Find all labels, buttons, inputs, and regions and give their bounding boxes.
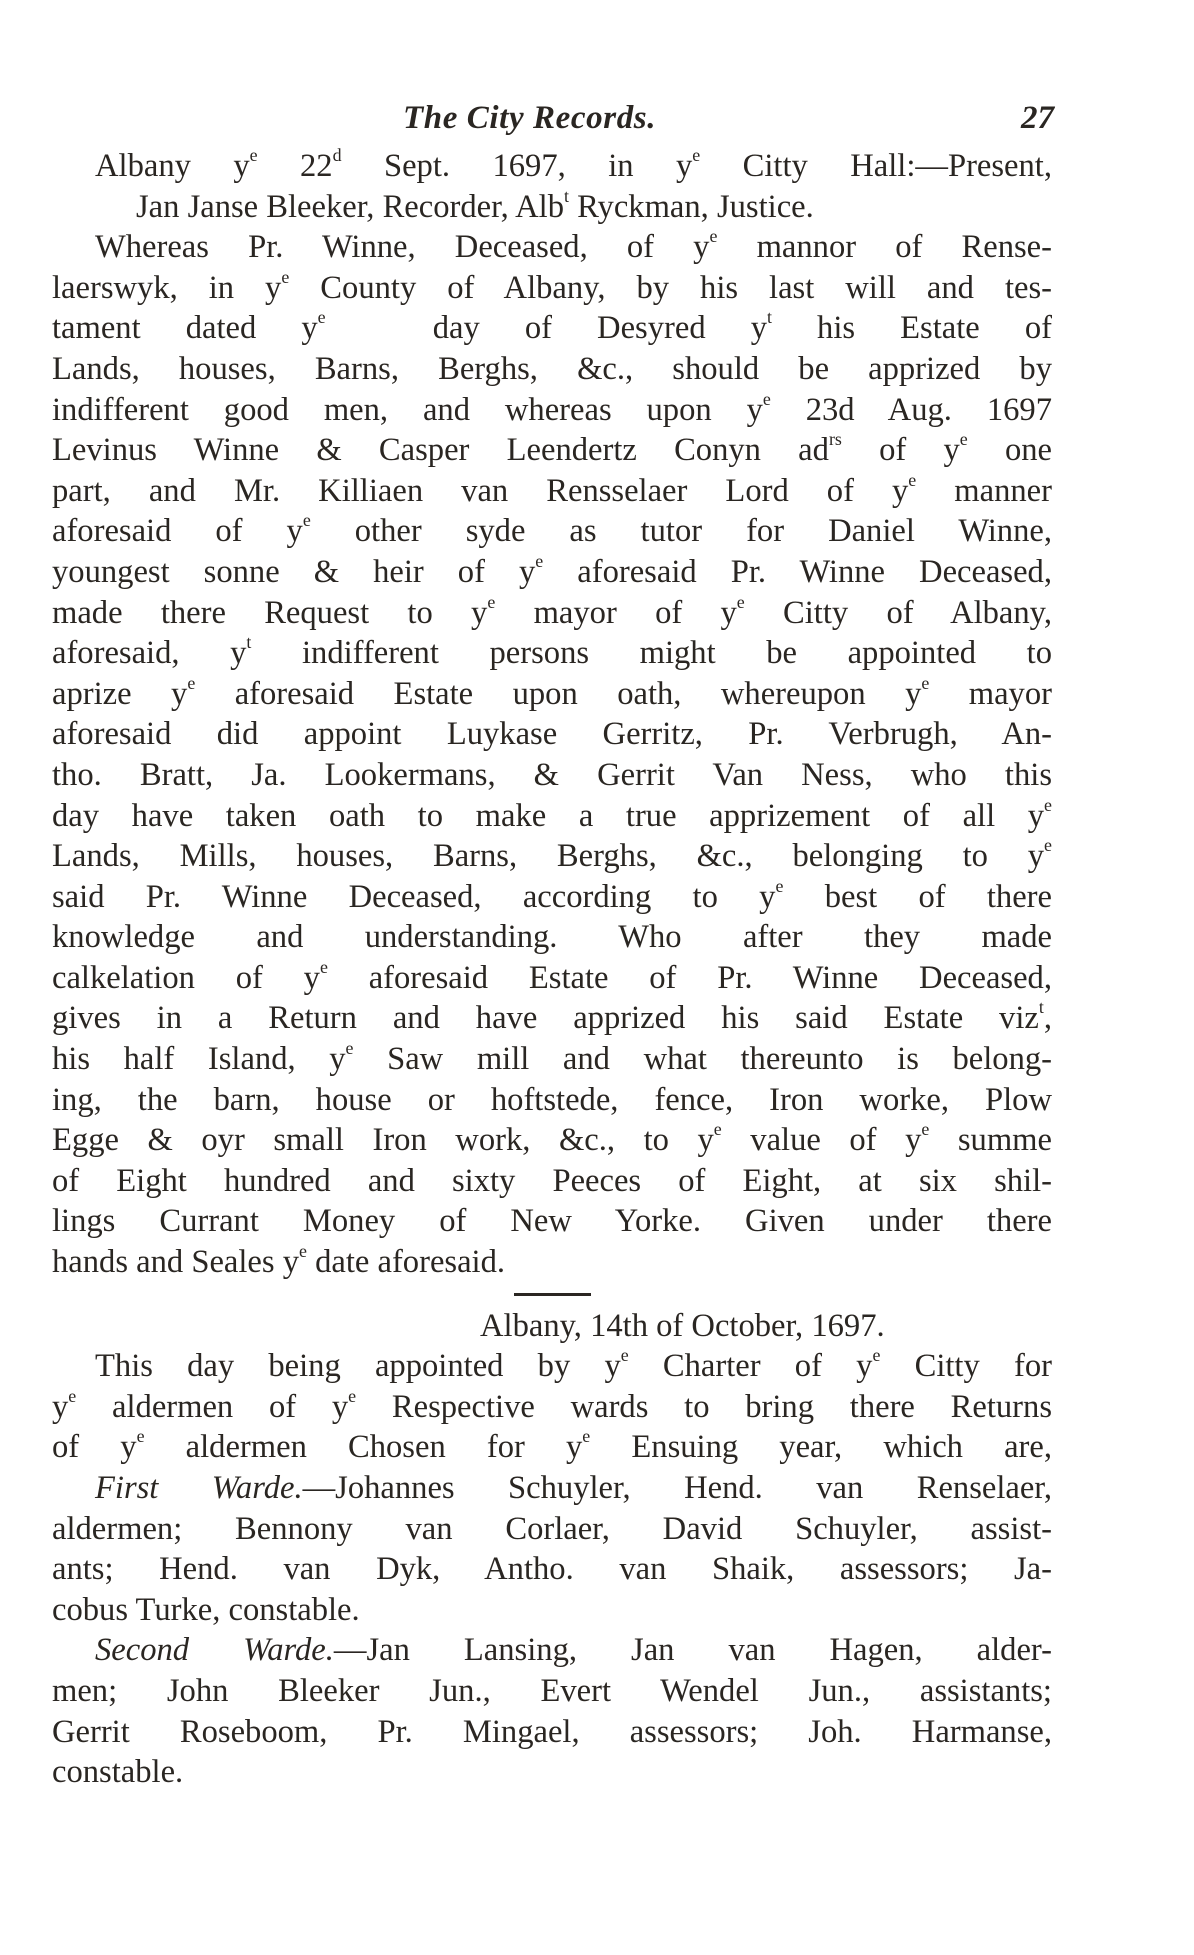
text-line: made there Request to $y^e$ mayor of $y^e$ Citty of Albany, bbox=[52, 591, 1052, 631]
dateline: Albany, 14th of October, 1697. bbox=[480, 1307, 885, 1344]
text-line: cobus Turke, constable. bbox=[52, 1591, 360, 1628]
text-line: tho. Bratt, Ja. Lookermans, & Gerrit Van Ness, who this bbox=[52, 756, 1052, 793]
page-number: 27 bbox=[1021, 100, 1054, 136]
text-line: gives in a Return and have apprized his said Estate viz$^t$, bbox=[52, 997, 1052, 1037]
text-line: Whereas Pr. Winne, Deceased, of $y^e$ mannor of Rense- bbox=[95, 225, 1052, 266]
text-line: Jan Janse Bleeker, Recorder, Alb$^t$ Ryckman, Justice. bbox=[136, 185, 814, 225]
text-line: of $y^e$ aldermen Chosen for $y^e$ Ensuing year, which are, bbox=[52, 1426, 1053, 1466]
text-line: of Eight hundred and sixty Peeces of Eight, at six shil- bbox=[52, 1162, 1052, 1199]
ward-heading: Second Warde. bbox=[95, 1632, 334, 1669]
text-line: part, and Mr. Killiaen van Rensselaer Lord of $y^e$ manner bbox=[52, 469, 1052, 509]
text-line: men; John Bleeker Jun., Evert Wendel Jun., assistants; bbox=[52, 1672, 1052, 1709]
page-header bbox=[52, 98, 1052, 146]
section-divider bbox=[514, 1293, 591, 1296]
text-line: his half Island, $y^e$ Saw mill and what thereunto is belong- bbox=[52, 1037, 1052, 1078]
text-line: constable. bbox=[52, 1754, 184, 1791]
text-line: tament dated $y^e$ day of Desyred $y^t$ his Estate of bbox=[52, 307, 1052, 347]
text-line: aprize $y^e$ aforesaid Estate upon oath, whereupon $y^e$ mayor bbox=[52, 672, 1052, 712]
entry-october-1697 bbox=[52, 1306, 1052, 1793]
text-line: aldermen; Bennony van Corlaer, David Schuyler, assist- bbox=[52, 1510, 1052, 1547]
text-line: ants; Hend. van Dyk, Antho. van Shaik, assessors; Ja- bbox=[52, 1551, 1052, 1588]
running-title: The City Records. bbox=[403, 100, 657, 136]
text-line: youngest sonne & heir of $y^e$ aforesaid Pr. Winne Deceased, bbox=[52, 550, 1052, 590]
first-ward-line: First Warde.—Johannes Schuyler, Hend. van Renselaer, bbox=[95, 1470, 1052, 1506]
text-line: $y^e$ aldermen of $y^e$ Respective wards to bring there Returns bbox=[52, 1385, 1052, 1425]
text-line: Egge & oyr small Iron work, &c., to $y^e$ value of $y^e$ summe bbox=[52, 1119, 1052, 1159]
text-line: knowledge and understanding. Who after they made bbox=[52, 919, 1052, 956]
text-line: laerswyk, in $y^e$ County of Albany, by his last will and tes- bbox=[52, 266, 1052, 306]
text-line: calkelation of $y^e$ aforesaid Estate of Pr. Winne Deceased, bbox=[52, 956, 1052, 996]
text-line: aforesaid of $y^e$ other syde as tutor for Daniel Winne, bbox=[52, 510, 1052, 550]
book-page bbox=[52, 98, 1052, 1793]
text-line: Albany $y^e$ 22$^d$ Sept. 1697, in $y^e$ Citty Hall:—Present, bbox=[95, 144, 1052, 184]
text-line: indifferent good men, and whereas upon $y^e$ 23d Aug. 1697 bbox=[52, 388, 1052, 428]
text-line: aforesaid did appoint Luykase Gerritz, Pr. Verbrugh, An- bbox=[52, 716, 1052, 753]
text-line: Gerrit Roseboom, Pr. Mingael, assessors; Joh. Harmanse, bbox=[52, 1713, 1052, 1750]
ward-heading: First Warde. bbox=[95, 1470, 303, 1506]
second-ward-line: Second Warde.—Jan Lansing, Jan van Hagen, alder- bbox=[95, 1632, 1052, 1669]
text-line: aforesaid, $y^t$ indifferent persons might be appointed to bbox=[52, 631, 1052, 672]
text-line: Lands, Mills, houses, Barns, Berghs, &c., belonging to $y^e$ bbox=[52, 834, 1052, 875]
text-line: Lands, houses, Barns, Berghs, &c., should be apprized by bbox=[52, 350, 1052, 387]
text-line: hands and Seales $y^e$ date aforesaid. bbox=[52, 1240, 506, 1281]
text-line: Levinus Winne & Casper Leendertz Conyn $ad^{rs}$ of $y^e$ one bbox=[52, 428, 1052, 469]
text-line: This day being appointed by $y^e$ Charter of $y^e$ Citty for bbox=[95, 1344, 1052, 1385]
entry-september-1697 bbox=[52, 146, 1052, 1283]
text-line: said Pr. Winne Deceased, according to $y^e$ best of there bbox=[52, 875, 1052, 915]
text-line: ing, the barn, house or hoftstede, fence, Iron worke, Plow bbox=[52, 1081, 1052, 1118]
text-line: day have taken oath to make a true apprizement of all $y^e$ bbox=[52, 794, 1052, 834]
text-line: lings Currant Money of New Yorke. Given under there bbox=[52, 1203, 1052, 1240]
